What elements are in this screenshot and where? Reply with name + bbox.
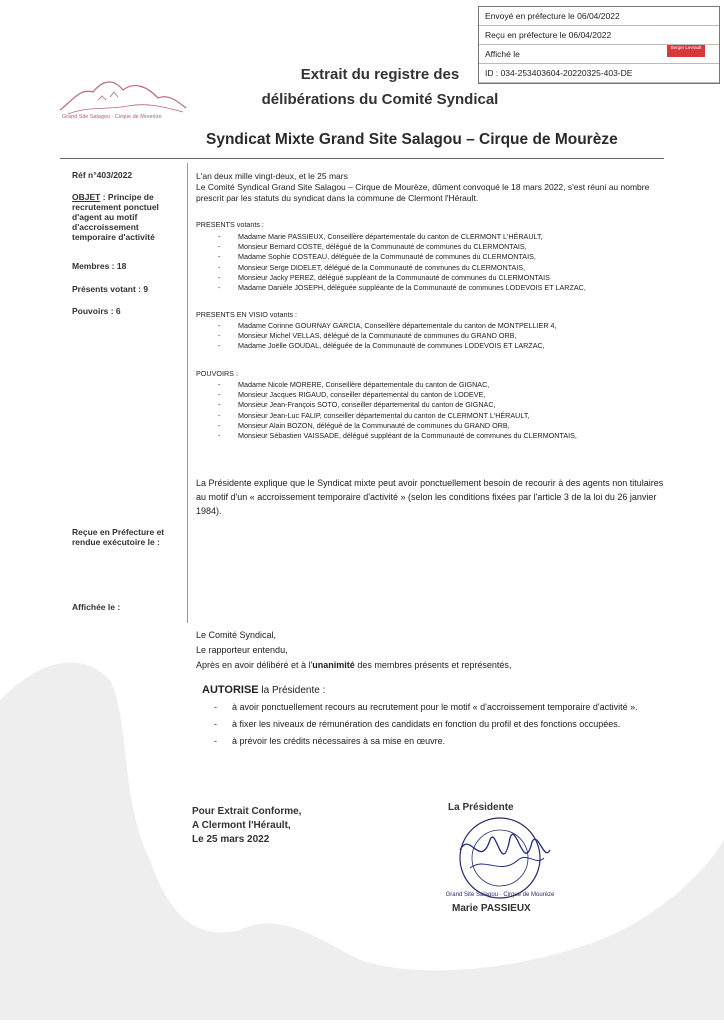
list-item: - Madame Nicole MORERE, Conseillère départementale du canton de GIGNAC, — [218, 380, 490, 389]
list-item: - Madame Sophie COSTEAU, déléguée de la Communauté de communes du CLERMONTAIS, — [218, 252, 536, 262]
berger-levrault-logo: Berger Levrault — [667, 45, 705, 57]
deliberation-line: Après en avoir délibéré et à l'unanimité des membres présents et représentés, — [196, 660, 512, 670]
document-subtitle: Syndicat Mixte Grand Site Salagou – Cirque de Mourèze — [206, 131, 618, 148]
list-item: - Monsieur Serge DIDELET, délégué de la Communauté de communes du CLERMONTAIS, — [218, 262, 526, 272]
grand-site-logo — [58, 70, 188, 130]
list-item: - Monsieur Michel VELLAS, délégué de la Communauté de communes du GRAND ORB, — [218, 331, 517, 341]
list-item: - Madame Marie PASSIEUX, Conseillère départementale du canton de CLERMONT L'HÉRAULT, — [218, 232, 543, 241]
extrait-conforme: Pour Extrait Conforme, A Clermont l'Hérault, Le 25 mars 2022 — [192, 806, 302, 845]
visio-heading: PRESENTS EN VISIO votants : — [196, 310, 298, 319]
pouvoirs-heading: POUVOIRS : — [196, 369, 238, 378]
presents-count: Présents votant : 9 — [72, 284, 149, 294]
list-item: - Monsieur Jacky PEREZ, délégué suppléant de la Communauté de communes du CLERMONTAIS — [218, 272, 550, 282]
official-seal — [440, 810, 560, 900]
logo-caption: Grand Site Salagou · Cirque de Mourèze — [62, 114, 162, 120]
stamp-received: Reçu en préfecture le 06/04/2022 — [479, 26, 719, 45]
stamp-posted: Affiché le — [479, 45, 719, 64]
list-item: - à avoir ponctuellement recours au recrutement pour le motif « d'accroissement temporaire d'activité ». — [214, 702, 638, 712]
pouvoirs-count: Pouvoirs : 6 — [72, 306, 121, 316]
presidente-explication: La Présidente explique que le Syndicat mixte peut avoir ponctuellement besoin de recourir à des agents non titulaires au motif d'un « accroissement temporaire d'activité » (selon les conditions fixées par l'article 3 de la loi du 26 janvier 1984). — [196, 478, 664, 516]
list-item: - Monsieur Jean-François SOTO, conseiller départemental du canton de GIGNAC, — [218, 400, 496, 410]
decision-bullets — [214, 700, 674, 751]
objet-label: OBJET — [72, 192, 101, 202]
objet-text: : Principe de recrutement ponctuel d'agent au motif d'accroissement temporaire d'activité — [72, 192, 159, 242]
stamp-sent: Envoyé en préfecture le 06/04/2022 — [479, 7, 719, 26]
rapporteur-line: Le rapporteur entendu, — [196, 645, 288, 655]
objet-block — [72, 192, 182, 242]
list-item: - Monsieur Jacques RIGAUD, conseiller départemental du canton de LODEVE, — [218, 390, 486, 400]
list-item: - Monsieur Sébastien VAISSADE, délégué suppléant de la Communauté de communes du CLERMONTAIS, — [218, 431, 577, 441]
reference-number: Réf n°403/2022 — [72, 170, 133, 180]
intro-text: Le Comité Syndical Grand Site Salagou – Cirque de Mourèze, dûment convoqué le 18 mars 2022, s'est réuni au nombre prescrit par les statuts du syndicat dans la commune de Clermont l'Hérault. — [196, 182, 650, 203]
visio-list — [218, 321, 668, 352]
comite-line: Le Comité Syndical, — [196, 630, 277, 640]
list-item: - à prévoir les crédits nécessaires à sa mise en œuvre. — [214, 736, 446, 746]
sidebar-divider — [187, 163, 188, 623]
affichee-label: Affichée le : — [72, 602, 121, 612]
document-title-line1: Extrait du registre des — [300, 66, 460, 83]
list-item: - Madame Danièle JOSEPH, déléguée suppléante de la Communauté de communes LODEVOIS ET LARZAC, — [218, 283, 586, 293]
list-item: - Monsieur Jean-Luc FALIP, conseiller départemental du canton de CLERMONT L'HÉRAULT, — [218, 410, 530, 420]
presents-list — [218, 232, 668, 293]
president-title: La Présidente — [448, 802, 514, 813]
presents-heading: PRESENTS votants : — [196, 220, 264, 229]
header-divider — [60, 158, 664, 159]
document-title-line2: délibérations du Comité Syndical — [261, 91, 499, 108]
list-item: - Madame Corinne GOURNAY GARCIA, Conseillère départementale du canton de MONTPELLIER 4, — [218, 321, 557, 330]
intro-date: L'an deux mille vingt-deux, et le 25 mars — [196, 171, 348, 181]
stamp-id: ID : 034-253403604-20220325-403-DE — [479, 64, 719, 83]
list-item: - Monsieur Bernard COSTE, délégué de la Communauté de communes du CLERMONTAIS, — [218, 242, 527, 252]
president-name: Marie PASSIEUX — [452, 903, 531, 914]
prefecture-received-label: Reçue en Préfecture et rendue exécutoire le : — [72, 527, 165, 547]
list-item: - Monsieur Alain BOZON, délégué de la Communauté de communes du GRAND ORB, — [218, 420, 510, 430]
svg-text:Grand Site Salagou · Cirque de: Grand Site Salagou · Cirque de Mourèze — [445, 892, 555, 898]
autorise-line: AUTORISE la Présidente : — [202, 684, 326, 696]
pouvoirs-list — [218, 380, 668, 441]
list-item: - à fixer les niveaux de rémunération des candidats en fonction du profil et des fonctions occupées. — [214, 719, 621, 729]
membres-count: Membres : 18 — [72, 261, 127, 271]
list-item: - Madame Joëlle GOUDAL, déléguée de la Communauté de communes LODEVOIS ET LARZAC, — [218, 341, 545, 351]
